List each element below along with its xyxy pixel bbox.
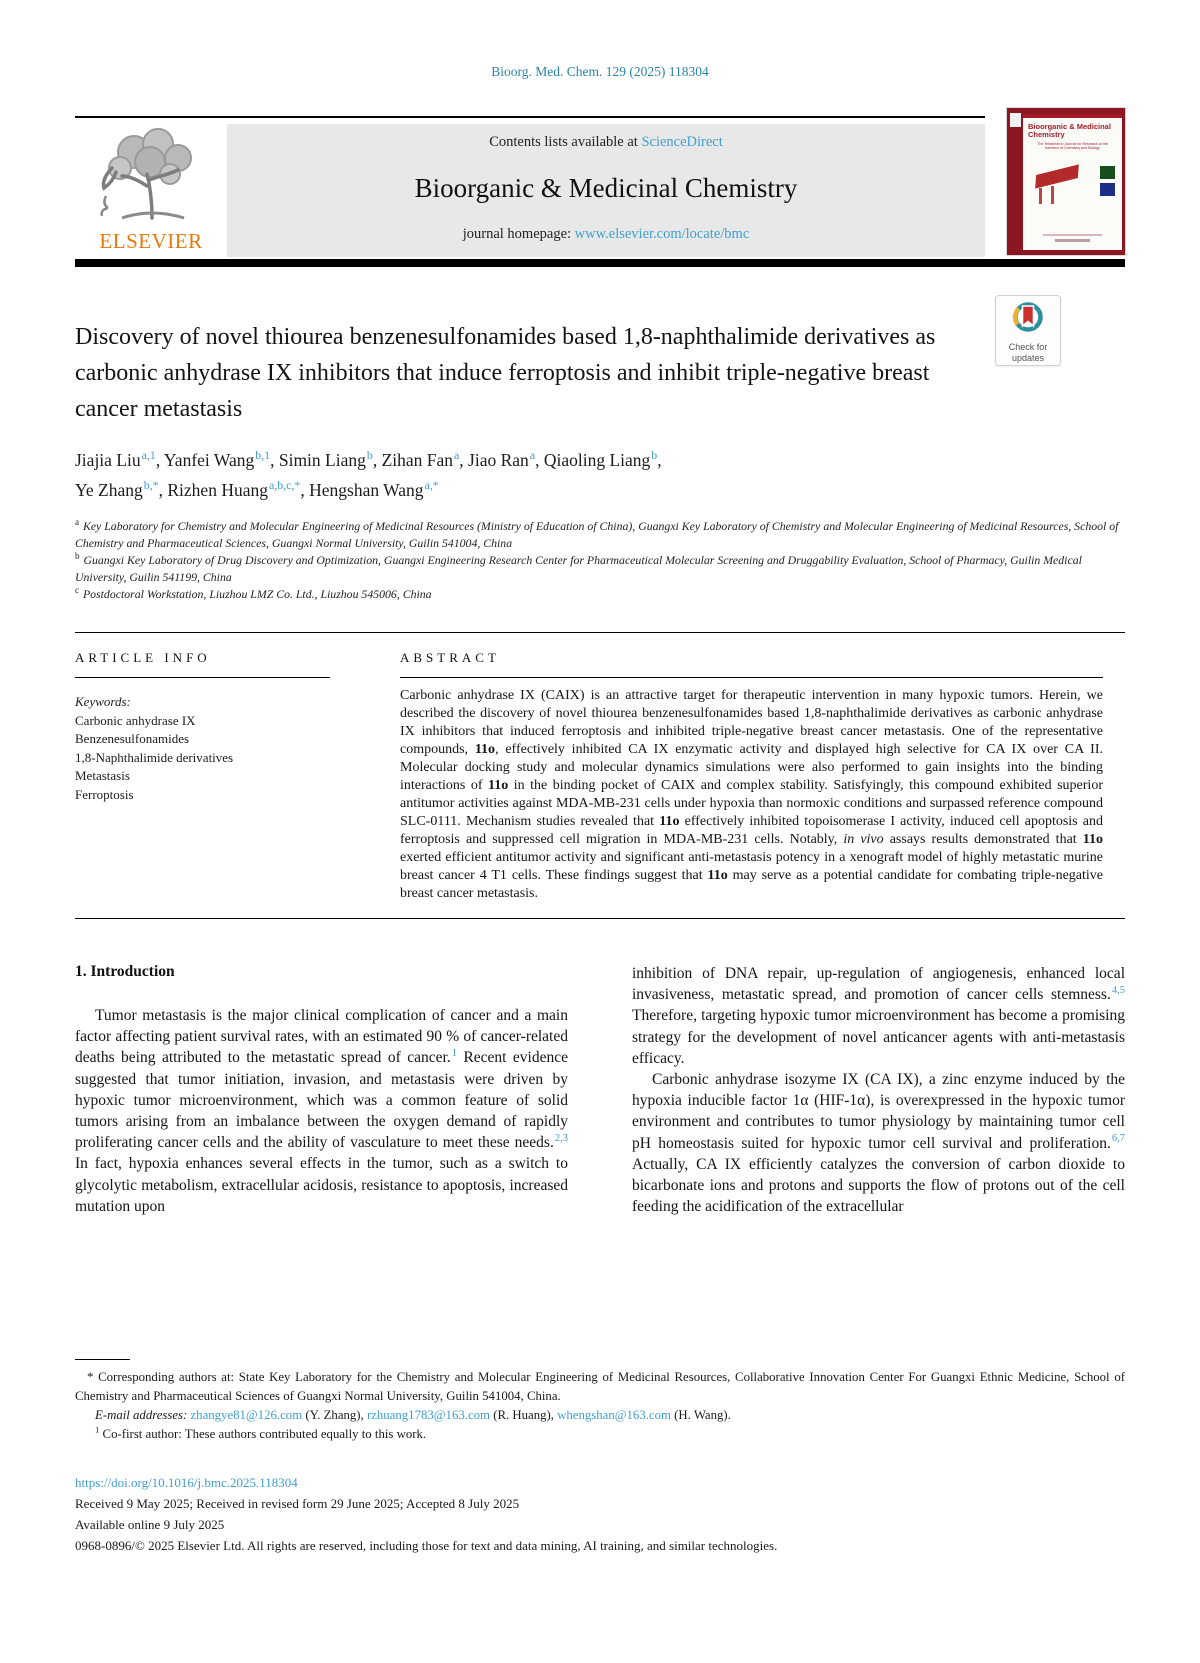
cover-chart-bar	[1051, 186, 1054, 204]
keywords-label: Keywords:	[75, 694, 131, 709]
elsevier-logo[interactable]	[75, 124, 227, 257]
keyword-item: Ferroptosis	[75, 786, 134, 802]
info-abstract-section	[75, 632, 1125, 919]
abstract-column	[400, 650, 1125, 903]
journal-article-page	[0, 64, 1200, 1217]
intro-right-column	[632, 963, 1125, 1217]
article-title: Discovery of novel thiourea benzenesulfonamides based 1,8-naphthalimide derivatives as carbonic anhydrase IX inhibitors that induce ferroptosis and inhibit triple-negative breast cancer metastasis	[75, 324, 936, 422]
journal-cover-thumbnail[interactable]	[1007, 108, 1125, 255]
contents-line	[237, 134, 975, 151]
footnote-block	[75, 1359, 1125, 1444]
journal-homepage-link[interactable]: www.elsevier.com/locate/bmc	[574, 226, 750, 242]
cover-ribbon-graphic	[1035, 165, 1079, 189]
intro-paragraph: Tumor metastasis is the major clinical complication of cancer and a main factor affecting patient survival rates, with an estimated 90 % of cancer-related deaths being attributed to the metastatic spread of cancer.$^1$ Recent evidence suggested that tumor initiation, invasion, and metastasis were driven by hypoxic tumor microenvironment, which was a common feature of solid tumors arising from an imbalance between the oxygen demand of rapidly proliferating cancer cells and the ability of vasculature to meet these needs.$^{2,3}$ In fact, hypoxia enhances several effects in the tumor, such as a switch to glycolytic metabolism, extracellular acidosis, resistance to apoptosis, increased mutation upon	[75, 1007, 569, 1215]
sciencedirect-link[interactable]: ScienceDirect	[641, 134, 723, 150]
keyword-item: Metastasis	[75, 768, 130, 783]
doi-link[interactable]: https://doi.org/10.1016/j.bmc.2025.118304	[75, 1475, 298, 1490]
cofirst-author-note: $^1$ Co-first author: These authors contributed equally to this work.	[95, 1424, 427, 1441]
homepage-line	[237, 226, 975, 243]
introduction-section	[75, 963, 1125, 1217]
copyright-line: 0968-0896/© 2025 Elsevier Ltd. All rights are reserved, including those for text and data mining, AI training, and similar technologies.	[75, 1538, 778, 1553]
received-dates: Received 9 May 2025; Received in revised form 29 June 2025; Accepted 8 July 2025	[75, 1496, 520, 1511]
affiliation-marker: b	[75, 551, 80, 562]
cover-subtitle: The Tetrahedron Journal for Research at the Interface of Chemistry and Biology	[1037, 142, 1108, 151]
affiliation-b	[75, 552, 1125, 586]
cover-green-image	[1100, 166, 1115, 179]
header-left	[75, 116, 985, 257]
affiliation-text: Postdoctoral Workstation, Liuzhou LMZ Co. Ltd., Liuzhou 545006, China	[80, 587, 432, 601]
check-for-updates-badge[interactable]	[995, 295, 1061, 366]
journal-banner	[227, 124, 985, 257]
author-line-1: Jiajia Liu$^{a,1}$, Yanfei Wang$^{b,1}$, Simin Liang$^b$, Zihan Fan$^a$, Jiao Ran$^a$, Qiaoling Liang$^b$,	[75, 448, 662, 470]
affiliation-marker: a	[75, 517, 79, 528]
check-updates-icon	[1008, 324, 1048, 341]
contents-prefix: Contents lists available at	[489, 134, 642, 150]
corresponding-authors-note: * Corresponding authors at: State Key Laboratory for the Chemistry and Molecular Engineering of Medicinal Resources, Collaborative Innovation Center For Guangxi Ethnic Medicine, School of Chemistry and Pharmaceutical Sciences of Guangxi Normal University, Guilin 541004, China.	[75, 1370, 1125, 1403]
available-online: Available online 9 July 2025	[75, 1517, 225, 1532]
cover-elsevier-mini-logo-icon	[1010, 113, 1021, 127]
article-info-heading: ARTICLE INFO	[75, 650, 211, 665]
email-addresses-line: E-mail addresses: zhangye81@126.com (Y. Zhang), rzhuang1783@163.com (R. Huang), whengshan@163.com (H. Wang).	[95, 1408, 731, 1422]
check-updates-label-line1: Check for	[1008, 342, 1048, 352]
affiliations	[75, 518, 1125, 603]
author-line-2: Ye Zhang$^{b,*}$, Rizhen Huang$^{a,b,c,*}$, Hengshan Wang$^{a,*}$	[75, 478, 439, 500]
abstract-text: Carbonic anhydrase IX (CAIX) is an attractive target for therapeutic intervention in many hypoxic tumors. Herein, we described the discovery of novel thiourea benzenesulfonamides based 1,8-naphthalimide derivatives as carbonic anhydrase IX inhibitors that induced ferroptosis and inhibited triple-negative breast cancer metastasis. One of the representative compounds, 11o, effectively inhibited CA IX enzymatic activity and displayed high selective for CA IX over CA II. Molecular docking study and molecular dynamics simulations were also performed to gain insights into the binding interactions of 11o in the binding pocket of CAIX and complex stability. Satisfyingly, this compound exhibited superior antitumor activities against MDA-MB-231 cells under hypoxia than normoxic conditions and surpassed reference compound SLC-0111. Mechanism studies revealed that 11o effectively inhibited topoisomerase I activity, induced cell apoptosis and ferroptosis and suppressed cell migration in MDA-MB-231 cells. Notably, in vivo assays results demonstrated that 11o exerted efficient antitumor activity and significant anti-metastasis potency in a xenograft model of highly metastatic murine breast cancer 4 T1 cells. These findings suggest that 11o may serve as a potential candidate for combating triple-negative breast cancer metastasis.	[400, 688, 1104, 901]
keyword-item: Benzenesulfonamides	[75, 731, 190, 746]
intro-left-column	[75, 963, 568, 1217]
introduction-heading: 1. Introduction	[75, 963, 175, 980]
abstract-rule	[400, 677, 1103, 678]
cover-chart-bar	[1039, 188, 1042, 204]
article-info-column	[75, 650, 400, 903]
abstract-heading: ABSTRACT	[400, 650, 500, 665]
affiliation-text: Guangxi Key Laboratory of Drug Discovery and Optimization, Guangxi Engineering Research Center for Pharmaceutical Molecular Screening and Druggability Evaluation, School of Pharmacy, Guilin Medical University, Guilin 541199, China	[75, 553, 1082, 584]
check-updates-label-line2: updates	[1011, 352, 1045, 363]
cover-page	[1023, 114, 1122, 250]
elsevier-tree-icon	[92, 126, 210, 227]
cover-footer-line	[1055, 239, 1091, 242]
title-block	[75, 319, 1125, 427]
author-list	[75, 445, 1125, 505]
journal-title: Bioorganic & Medicinal Chemistry	[414, 173, 798, 203]
keywords-block	[75, 693, 400, 804]
affiliation-marker: c	[75, 585, 79, 596]
keyword-item: Carbonic anhydrase IX	[75, 712, 196, 728]
intro-paragraph: Carbonic anhydrase isozyme IX (CA IX), a zinc enzyme induced by the hypoxia inducible factor 1α (HIF-1α), is overexpressed in the hypoxic tumor environment and contributes to tumor physiology by maintaining tumor cell pH homeostasis suited for hypoxic tumor cell survival and proliferation.$^{6,7}$ Actually, CA IX efficiently catalyzes the conversion of carbon dioxide to bicarbonate ions and protons and supports the flow of protons out of the cell feeding the acidification of the extracellular	[632, 1071, 1125, 1216]
affiliation-a	[75, 518, 1125, 552]
homepage-prefix: journal homepage:	[462, 226, 575, 242]
cover-artwork	[1023, 160, 1122, 212]
journal-citation: Bioorg. Med. Chem. 129 (2025) 118304	[491, 64, 709, 79]
journal-header	[75, 116, 1125, 257]
header-bottom-bar	[75, 259, 1125, 267]
keyword-item: 1,8-Naphthalimide derivatives	[75, 749, 234, 765]
affiliation-text: Key Laboratory for Chemistry and Molecular Engineering of Medicinal Resources (Ministry of Education of China), Guangxi Key Laboratory of Chemistry and Molecular Engineering of Medicinal Resources, School of Chemistry and Pharmaceutical Sciences, Guangxi Normal University, Guilin 541004, China	[75, 519, 1119, 550]
affiliation-c	[75, 586, 1125, 603]
cover-title: Bioorganic & Medicinal Chemistry	[1028, 122, 1111, 139]
footnote-divider	[75, 1359, 130, 1360]
cover-footer-line	[1043, 234, 1102, 236]
article-info-rule	[75, 677, 330, 678]
intro-paragraph: inhibition of DNA repair, up-regulation of angiogenesis, enhanced local invasiveness, metastatic spread, and promotion of cancer cells stemness.$^{4,5}$ Therefore, targeting hypoxic tumor microenvironment has become a promising strategy for the development of novel anticancer agents with anti-metastasis efficacy.	[632, 965, 1125, 1067]
elsevier-wordmark: ELSEVIER	[99, 229, 203, 253]
cover-blue-image	[1100, 183, 1115, 196]
article-footer	[75, 1472, 1125, 1556]
